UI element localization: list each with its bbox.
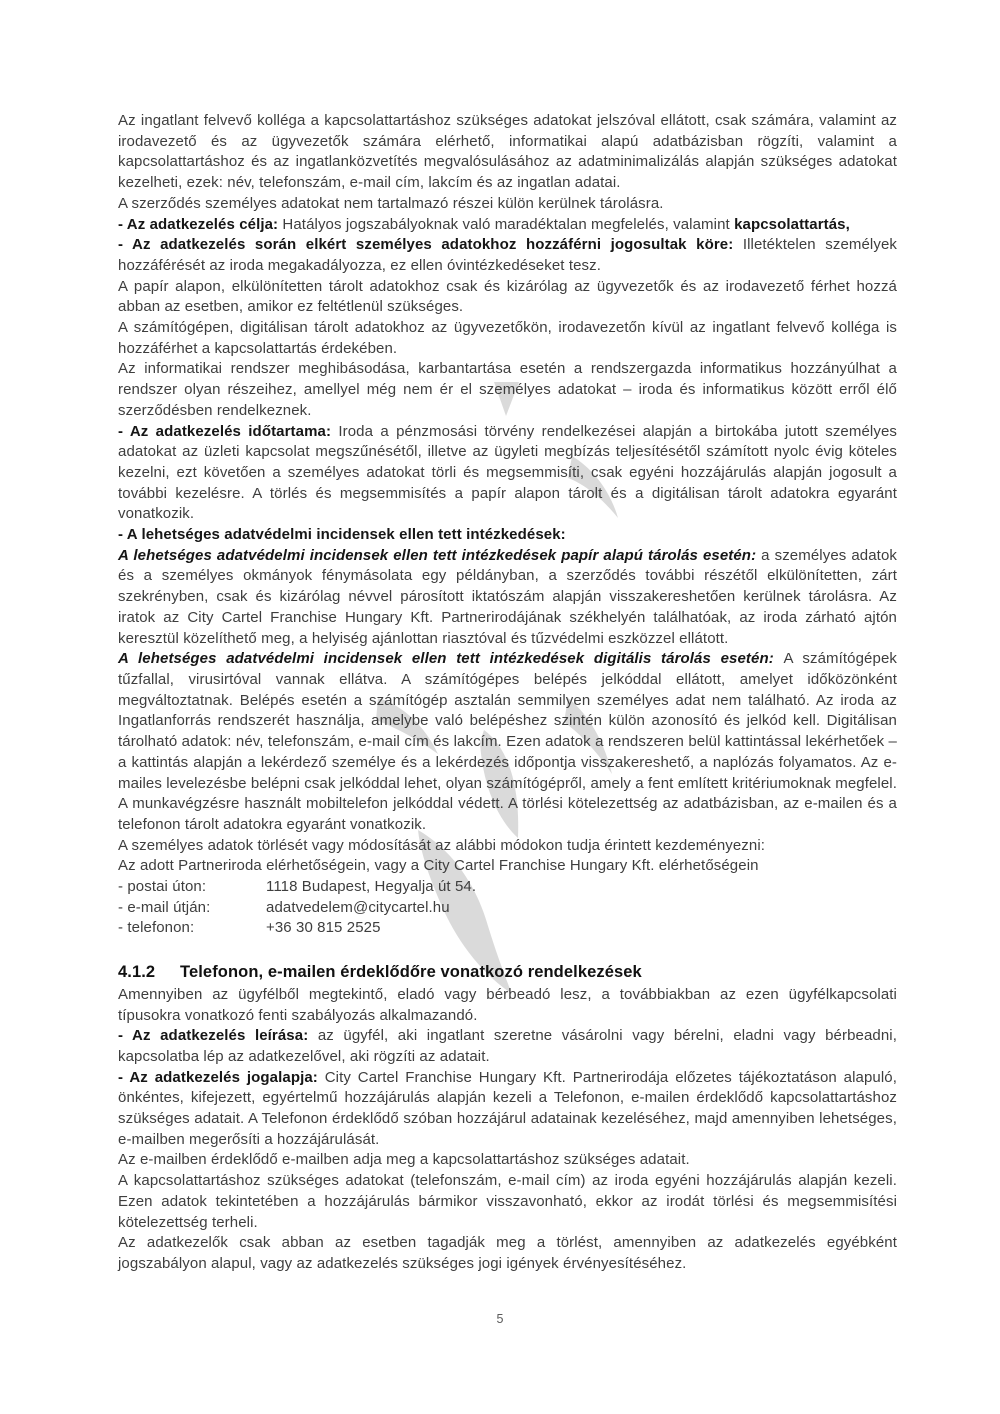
paragraph	[118, 1150, 897, 1171]
document-body	[118, 111, 897, 1275]
text-run: A papír alapon, elkülönítetten tárolt adatokhoz csak és kizárólag az ügyvezetők és az irodavezető férhet hozzá abban az esetben, amikor ez feltétlenül szükséges.	[118, 277, 897, 316]
section-heading	[118, 962, 897, 983]
page-number: 5	[496, 1312, 504, 1326]
paragraph	[118, 1026, 897, 1067]
contact-value: +36 30 815 2525	[266, 919, 381, 937]
text-run: Az adott Partneriroda elérhetőségein, vagy a City Cartel Franchise Hungary Kft. elérhetőségein	[118, 857, 759, 875]
text-run: Az e-mailben érdeklődő e-mailben adja meg a kapcsolattartáshoz szükséges adatait.	[118, 1151, 690, 1169]
paragraph	[118, 649, 897, 835]
contact-row	[118, 918, 897, 939]
text-run: Amennyiben az ügyfélből megtekintő, eladó vagy bérbeadó lesz, a továbbiakban az ezen ügyfélkapcsolati típusokra vonatkozó fenti szabályozás alkalmazandó.	[118, 985, 897, 1024]
text-run: City Cartel Franchise Hungary Kft. Partnerirodája előzetes tájékoztatáson alapuló, önkéntes, kifejezett, egyértelmű hozzájárulás alapján kezeli a Telefonon, e-mailen érdeklődő kapcsolattartáshoz szükséges adatait. A Telefonon érdeklődő szóban hozzájárul adatainak kezeléséhez, majd amennyiben lehetséges, e-mailben megerősíti a hozzájárulását.	[118, 1068, 897, 1148]
emphasis-text-run: A lehetséges adatvédelmi incidensek ellen tett intézkedések digitális tárolás esetén:	[118, 650, 784, 668]
paragraph	[118, 235, 897, 276]
paragraph	[118, 525, 897, 546]
text-run: A személyes adatok törlését vagy módosítását az alábbi módokon tudja érintett kezdeményezni:	[118, 836, 766, 854]
section-number: 4.1.2	[118, 963, 156, 982]
text-run: A szerződés személyes adatokat nem tartalmazó részei külön kerülnek tárolásra.	[118, 194, 664, 212]
contact-value: adatvedelem@citycartel.hu	[266, 898, 450, 916]
contact-value: 1118 Budapest, Hegyalja út 54.	[266, 878, 477, 896]
emphasis-text-run: - Az adatkezelés célja:	[118, 215, 283, 233]
contact-label: - postai úton:	[118, 878, 207, 896]
paragraph	[118, 215, 897, 236]
text-run: Hatályos jogszabályoknak való maradéktalan megfelelés, valamint	[282, 215, 735, 233]
text-run: A számítógépek tűzfallal, virusirtóval vannak ellátva. A számítógépes belépés jelkóddal ellátott, amelyet időközönként megváltoztatnak. Belépés esetén a számítógép asztalán semmilyen személyes adat nem található. Az iroda az Ingatlanforrás rendszerét használja, amelybe való belépéshez szintén külön azonosító és jelkód kell. Digitálisan tárolható adatok: név, telefonszám, e-mail cím és lakcím. Ezen adatok a rendszeren belül kattintással lekérhetőek – a kattintás alapján a lekérdező személye és a lekérdezés időpontja visszakereshető, a naplózás folyamatos. Az e-mailes levelezésbe belépni csak jelkóddal lehet, olyan számítógépről, amely a fent említett kritériumoknak megfelel. A munkavégzésre használt mobiltelefon jelkóddal védett. A törlési kötelezettség az adatbázisban, az e-mailen és a telefonon tárolt adatokra egyaránt vonatkozik.	[118, 650, 897, 833]
contact-row	[118, 898, 897, 919]
paragraph	[118, 111, 897, 194]
paragraph	[118, 359, 897, 421]
text-run: Az ingatlant felvevő kolléga a kapcsolattartáshoz szükséges adatokat jelszóval ellátott, csak számára, valamint az irodavezető és az ügyvezetők számára elérhető, informatikai alapú adatbázisban rögzíti, valamint a kapcsolattartáshoz és az ingatlanközvetítés megvalósulásához az adatminimalizálás alapján szükséges adatokat kezelheti, ezek: név, telefonszám, e-mail cím, lakcím és az ingatlan adatai.	[118, 112, 897, 192]
paragraph	[118, 1171, 897, 1233]
paragraph	[118, 1233, 897, 1274]
text-run: a személyes adatok és a személyes okmányok fénymásolata egy példányban, a szerződés további részétől elkülönítetten, zárt szekrényben, csak és kizárólag névvel párosított iktatószám alapján visszakereshetően kerülnek tárolásra. Az iratok az City Cartel Franchise Hungary Kft. Partnerirodájának székhelyén találhatóak, az iroda zárható ajtón keresztül közelíthető meg, a helyiség ajánlottan riasztóval és tűzvédelmi eszközzel ellátott.	[118, 546, 897, 647]
emphasis-text-run: - A lehetséges adatvédelmi incidensek ellen tett intézkedések:	[118, 526, 566, 544]
contact-label: - e-mail útján:	[118, 898, 211, 916]
paragraph	[118, 856, 897, 877]
emphasis-text-run: - Az adatkezelés jogalapja:	[118, 1068, 325, 1086]
text-run: Az informatikai rendszer meghibásodása, karbantartása esetén a rendszergazda informatikus hozzányúlhat a rendszer olyan részeihez, amellyel még nem ér el személyes adatokat – iroda és informatikus között erről élő szerződésben rendelkeznek.	[118, 360, 897, 419]
paragraph	[118, 194, 897, 215]
paragraph	[118, 422, 897, 526]
text-run: Illetéktelen személyek hozzáférését az iroda megakadályozza, ez ellen óvintézkedéseket tesz.	[118, 236, 897, 274]
contact-label: - telefonon:	[118, 919, 195, 937]
paragraph	[118, 546, 897, 650]
paragraph	[118, 985, 897, 1026]
paragraph	[118, 1068, 897, 1151]
paragraph	[118, 318, 897, 359]
text-run: az ügyfél, aki ingatlant szeretne vásárolni vagy bérelni, eladni vagy bérbeadni, kapcsolatba lép az adatkezelővel, aki rögzíti az adatait.	[118, 1027, 897, 1065]
contact-row	[118, 877, 897, 898]
paragraph	[118, 836, 897, 857]
section-title: Telefonon, e-mailen érdeklődőre vonatkozó rendelkezések	[180, 963, 642, 982]
text-run: Az adatkezelők csak abban az esetben tagadják meg a törlést, amennyiben az adatkezelés egyébként jogszabályon alapul, vagy az adatkezelés szükséges jogi igények érvényesítéséhez.	[118, 1234, 897, 1272]
emphasis-text-run: - Az adatkezelés időtartama:	[118, 422, 339, 440]
emphasis-text-run: kapcsolattartás,	[734, 215, 850, 233]
text-run: Iroda a pénzmosási törvény rendelkezései alapján a birtokába jutott személyes adatokat az üzleti kapcsolat megszűnésétől, illetve az ügyleti megbízás teljesítésétől számított nyolc évig köteles kezelni, ezt követően a személyes adatokat törli és megsemmisíti, csak egyéni hozzájárulás alapján jogosult a további kezelésre. A törlés és megsemmisítés a papír alapon tárolt és a digitálisan tárolt adatokra egyaránt vonatkozik.	[118, 422, 897, 523]
emphasis-text-run: A lehetséges adatvédelmi incidensek ellen tett intézkedések papír alapú tárolás esetén:	[118, 546, 762, 564]
text-run: A kapcsolattartáshoz szükséges adatokat (telefonszám, e-mail cím) az iroda egyéni hozzájárulás alapján kezeli. Ezen adatok tekintetében a hozzájárulás bármikor visszavonható, ekkor az irodát törlési és megsemmisítési kötelezettség terheli.	[118, 1172, 897, 1231]
text-run: A számítógépen, digitálisan tárolt adatokhoz az ügyvezetőkön, irodavezetőn kívül az ingatlant felvevő kolléga is hozzáférhet a kapcsolattartás érdekében.	[118, 319, 897, 357]
paragraph	[118, 277, 897, 318]
emphasis-text-run: - Az adatkezelés során elkért személyes adatokhoz hozzáférni jogosultak köre:	[118, 236, 743, 254]
emphasis-text-run: - Az adatkezelés leírása:	[118, 1027, 318, 1045]
